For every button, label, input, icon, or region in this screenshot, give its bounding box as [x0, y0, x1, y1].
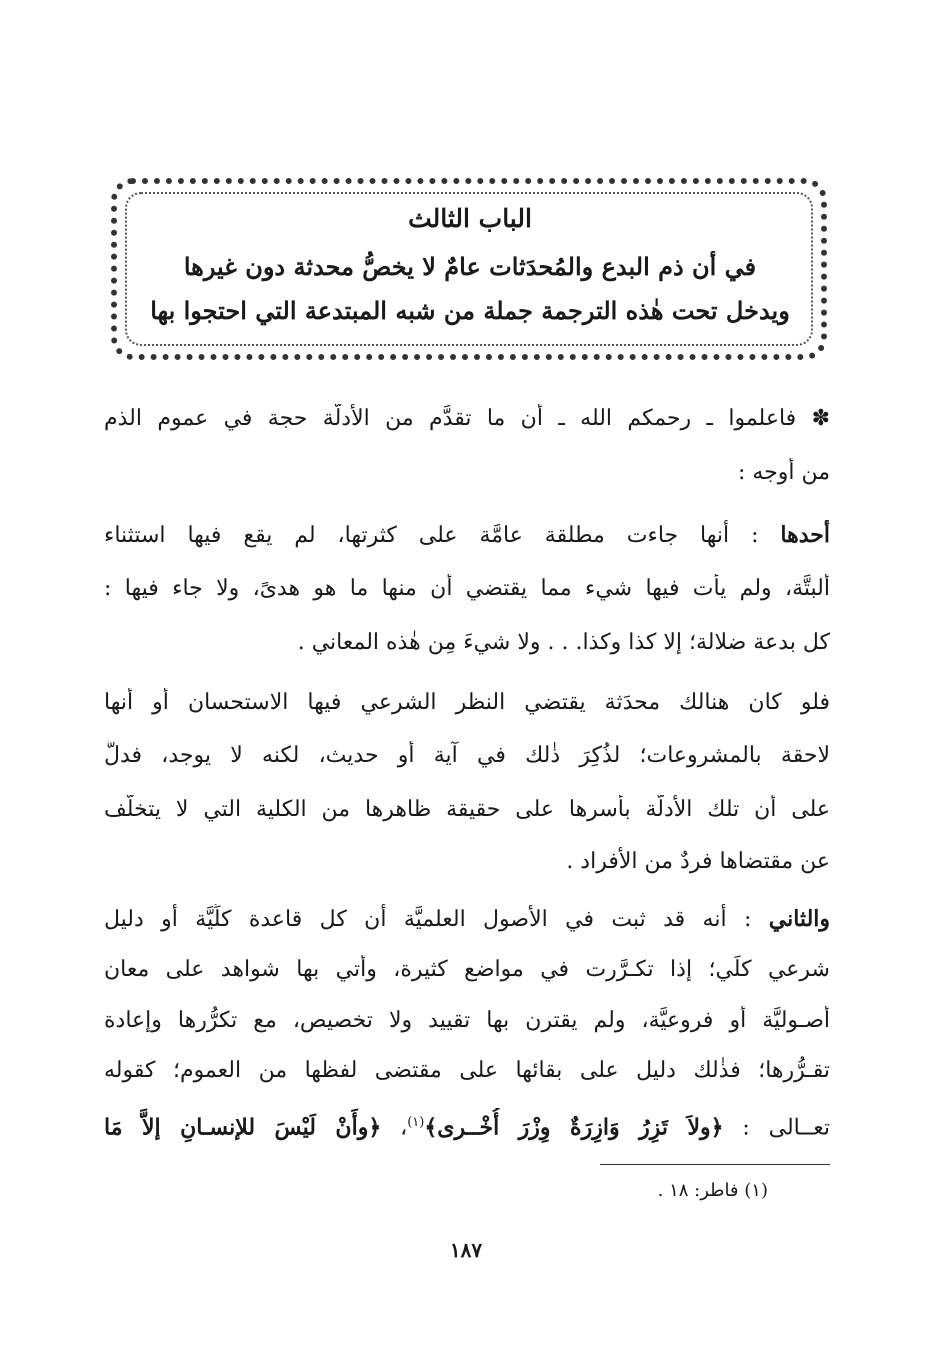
body-line-10-text: : أنه قد ثبت في الأصول العلميَّة أن كل قاعدة كلِّيَّة أو دليل — [104, 907, 752, 932]
quran-quote-1: ﴿ولاَ تَزِرُ وَازِرَةٌ وِزْرَ أُخْــرى﴾ — [424, 1114, 724, 1141]
footnote-ref-1: (١) — [407, 1115, 425, 1130]
page-number: ١٨٧ — [449, 1238, 483, 1262]
quran-quote-2: ﴿وأَنْ لَيْسَ للإنسـانِ إلاَّ مَا — [104, 1114, 382, 1141]
body-line-14 — [104, 1108, 830, 1143]
body-line-4: ألبتَّة، ولم يأت فيها شيء مما يقتضي أن منها ما هو هدىً، ولا جاء فيها : — [104, 576, 830, 601]
first-point-label: أحدها — [780, 522, 830, 548]
body-line-3-text: : أنها جاءت مطلقة عامَّة على كثرتها، لم يقع فيها استثناء — [104, 523, 759, 548]
chapter-subtitle-line-1: في أن ذم البدع والمُحدَثات عامٌ لا يخصُّ محدثة دون غيرها — [183, 252, 757, 281]
body-line-13: تقـرُّرها؛ فذٰلك دليل على بقائها على مقتضى لفظها من العموم؛ كقوله — [104, 1058, 830, 1083]
body-line-7: لاحقة بالمشروعات؛ لذُكِرَ ذٰلك في آية أو حديث، لكنه لا يوجد، فدلَّ — [104, 743, 830, 768]
body-line-8: على أن تلك الأدلَّة بأسرها على حقيقة ظاهرها من الكلية التي لا يتخلَّف — [104, 797, 830, 822]
body-line-11: شرعي كلِّي؛ إذا تكـرَّرت في مواضع كثيرة، وأتي بها شواهد على معان — [104, 957, 830, 982]
body-line-9: عن مقتضاها فردٌ من الأفراد . — [566, 849, 830, 874]
body-line-1: ✽ فاعلموا ـ رحمكم الله ـ أن ما تقدَّم من الأدلَّة حجة في عموم الذم — [104, 406, 830, 431]
body-line-12: أصـوليَّة أو فروعيَّة، ولم يقترن بها تقييد ولا تخصيص، مع تكرُّرها وإعادة — [104, 1008, 830, 1033]
footnote-divider — [600, 1164, 830, 1165]
second-point-label: والثاني — [768, 906, 830, 932]
chapter-subtitle-line-2: ويدخل تحت هٰذه الترجمة جملة من شبه المبتدعة التي احتجوا بها — [150, 296, 790, 325]
body-line-10 — [104, 904, 830, 935]
body-line-14-lead: تعــالى : — [742, 1115, 830, 1141]
body-line-2: من أوجه : — [737, 460, 830, 485]
quote-separator: ، — [400, 1115, 408, 1141]
footnote: (١) فاطر: ١٨ . — [657, 1180, 768, 1201]
body-line-3 — [104, 520, 830, 551]
body-line-5: كل بدعة ضلالة؛ إلا كذا وكذا. . . ولا شيءَ مِن هٰذه المعاني . — [297, 630, 830, 655]
chapter-title: الباب الثالث — [408, 204, 532, 233]
body-line-6: فلو كان هنالك محدَثة يقتضي النظر الشرعي فيها الاستحسان أو أنها — [104, 690, 830, 715]
